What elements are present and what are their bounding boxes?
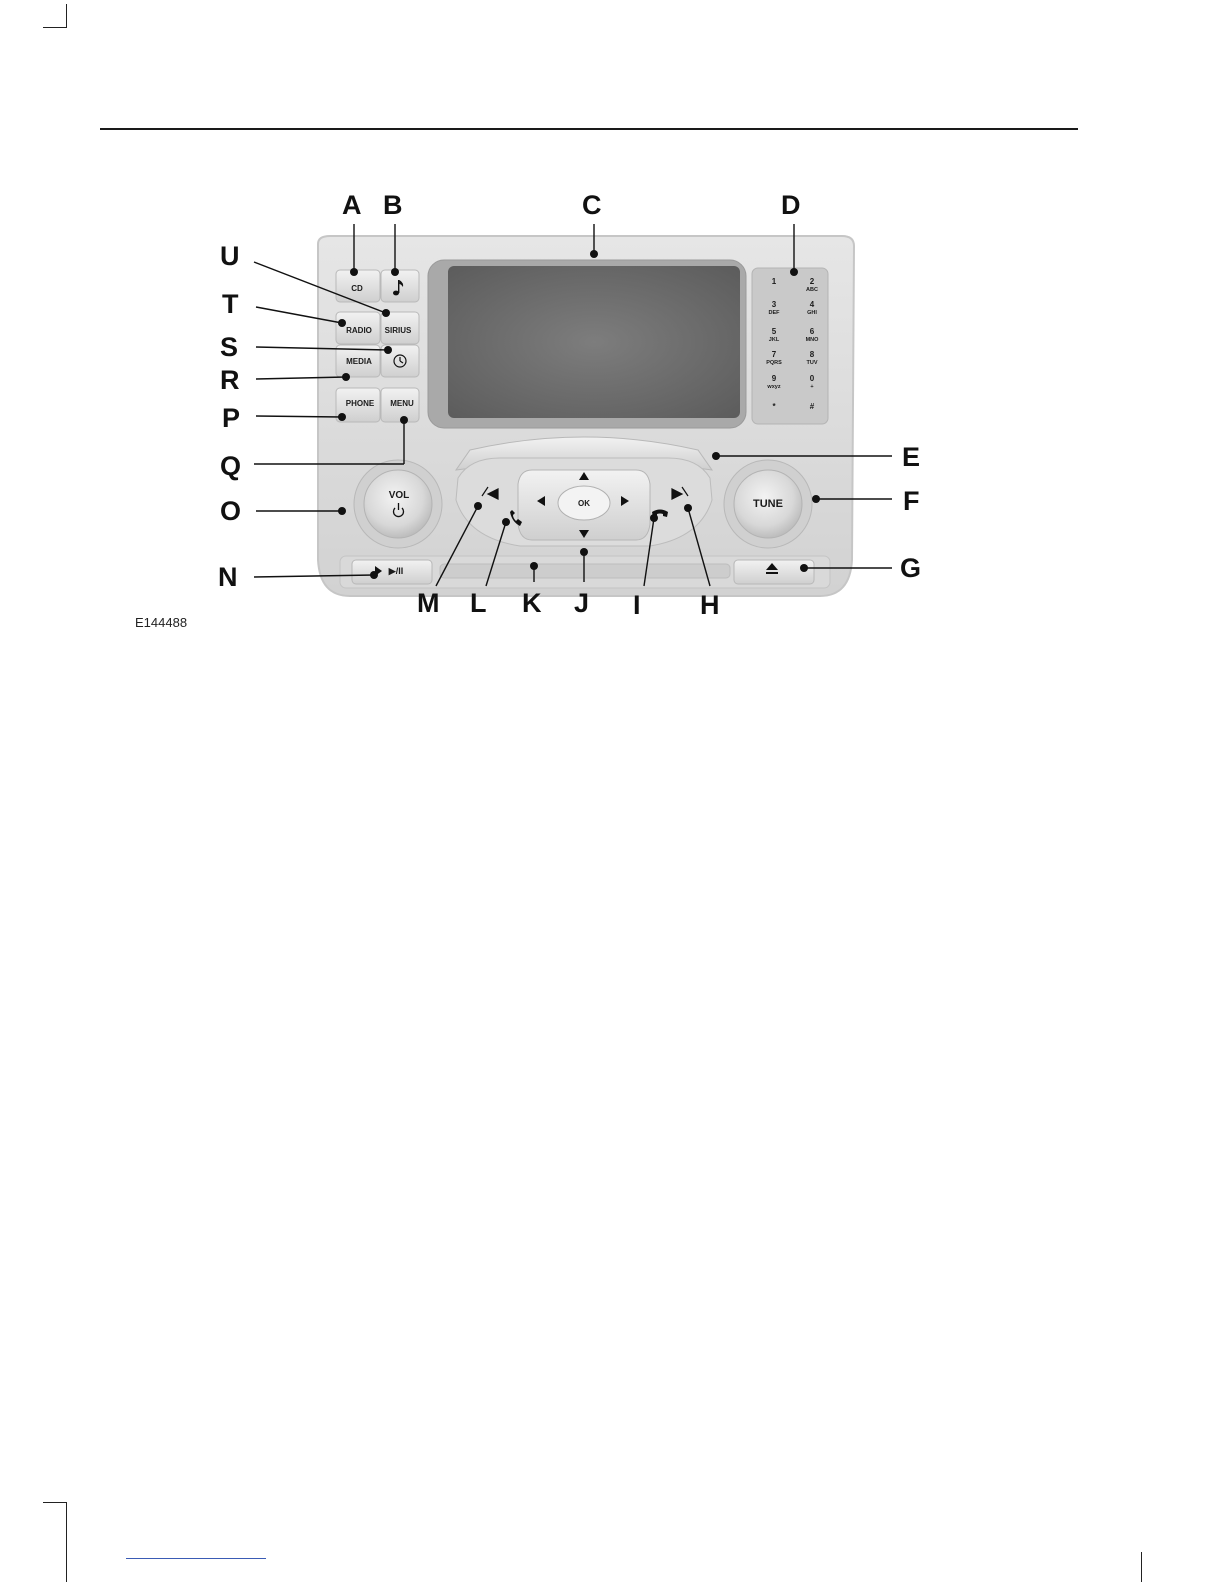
figure-id: E144488: [135, 615, 188, 630]
callout-s: S: [220, 332, 239, 362]
keypad-key-4[interactable]: [800, 300, 824, 318]
keypad-key-2[interactable]: [800, 277, 824, 295]
callout-f: F: [903, 486, 920, 516]
keypad-key-number: 6: [809, 327, 815, 336]
keypad-key-3[interactable]: [762, 300, 786, 318]
eject-button[interactable]: [760, 562, 784, 578]
callout-n: N: [218, 562, 238, 592]
callout-l: L: [470, 588, 487, 618]
callout-q: Q: [220, 451, 242, 481]
cd-slot: [440, 564, 730, 578]
callout-g: G: [900, 553, 922, 583]
keypad-key-letters: JKL: [768, 337, 780, 343]
keypad-key-9[interactable]: [762, 374, 786, 392]
keypad-key-letters: PQRS: [766, 360, 782, 366]
keypad-key-number: 3: [771, 300, 777, 309]
crop-mark-bottom-right-vertical: [1141, 1552, 1142, 1582]
keypad-key-letters: GHI: [807, 310, 817, 316]
display-screen: [448, 266, 740, 418]
audio-unit-illustration: [0, 0, 1224, 680]
callout-u: U: [220, 241, 240, 271]
keypad-key-star[interactable]: [762, 402, 786, 411]
keypad-key-1[interactable]: [762, 277, 786, 286]
callout-m: M: [417, 588, 440, 618]
keypad-key-number: 8: [809, 350, 815, 359]
keypad-key-hash[interactable]: [800, 402, 824, 411]
callout-j: J: [574, 588, 590, 618]
keypad-key-number: 4: [809, 300, 815, 309]
callout-c: C: [582, 190, 602, 220]
keypad-key-number: 9: [771, 374, 777, 383]
sirius-button[interactable]: SIRIUS: [384, 326, 412, 335]
callout-b: B: [383, 190, 403, 220]
crop-mark-bottom-left-horizontal: [43, 1502, 67, 1503]
callout-h: H: [700, 590, 720, 620]
crop-mark-bottom-left-vertical: [66, 1502, 67, 1582]
media-button[interactable]: MEDIA: [346, 357, 372, 366]
callout-i: I: [633, 590, 641, 620]
callout-o: O: [220, 496, 242, 526]
keypad-key-number: 7: [771, 350, 777, 359]
callout-r: R: [220, 365, 240, 395]
keypad-key-number: *: [772, 402, 776, 411]
keypad-key-7[interactable]: [762, 350, 786, 368]
keypad-key-number: 2: [809, 277, 815, 286]
volume-label[interactable]: VOL: [388, 490, 410, 501]
keypad-key-6[interactable]: [800, 327, 824, 345]
keypad-key-number: 0: [809, 374, 815, 383]
callout-a: A: [342, 190, 362, 220]
ok-button[interactable]: OK: [578, 499, 590, 508]
keypad-key-letters: wxyz: [767, 384, 781, 390]
keypad-key-0[interactable]: [800, 374, 824, 392]
callout-e: E: [902, 442, 921, 472]
keypad-key-8[interactable]: [800, 350, 824, 368]
tune-label[interactable]: TUNE: [753, 498, 783, 510]
play-pause-button[interactable]: ▶/II: [388, 566, 404, 576]
keypad-key-number: 5: [771, 327, 777, 336]
keypad-key-number: 1: [771, 277, 777, 286]
keypad-key-letters: +: [810, 384, 814, 390]
phone-button[interactable]: PHONE: [345, 399, 375, 408]
callout-p: P: [222, 403, 241, 433]
audio-unit-diagram: [0, 0, 1224, 680]
callout-t: T: [222, 289, 239, 319]
keypad-key-letters: MNO: [805, 337, 819, 343]
footer-link-underline: [126, 1558, 266, 1559]
callout-k: K: [522, 588, 542, 618]
keypad-key-letters: ABC: [806, 287, 818, 293]
keypad-key-number: #: [809, 402, 815, 411]
radio-button[interactable]: RADIO: [346, 326, 372, 335]
cd-button[interactable]: CD: [351, 284, 363, 293]
keypad-key-letters: DEF: [768, 310, 780, 316]
keypad-key-5[interactable]: [762, 327, 786, 345]
keypad-key-letters: TUV: [806, 360, 818, 366]
menu-button[interactable]: MENU: [390, 399, 414, 408]
callout-d: D: [781, 190, 801, 220]
